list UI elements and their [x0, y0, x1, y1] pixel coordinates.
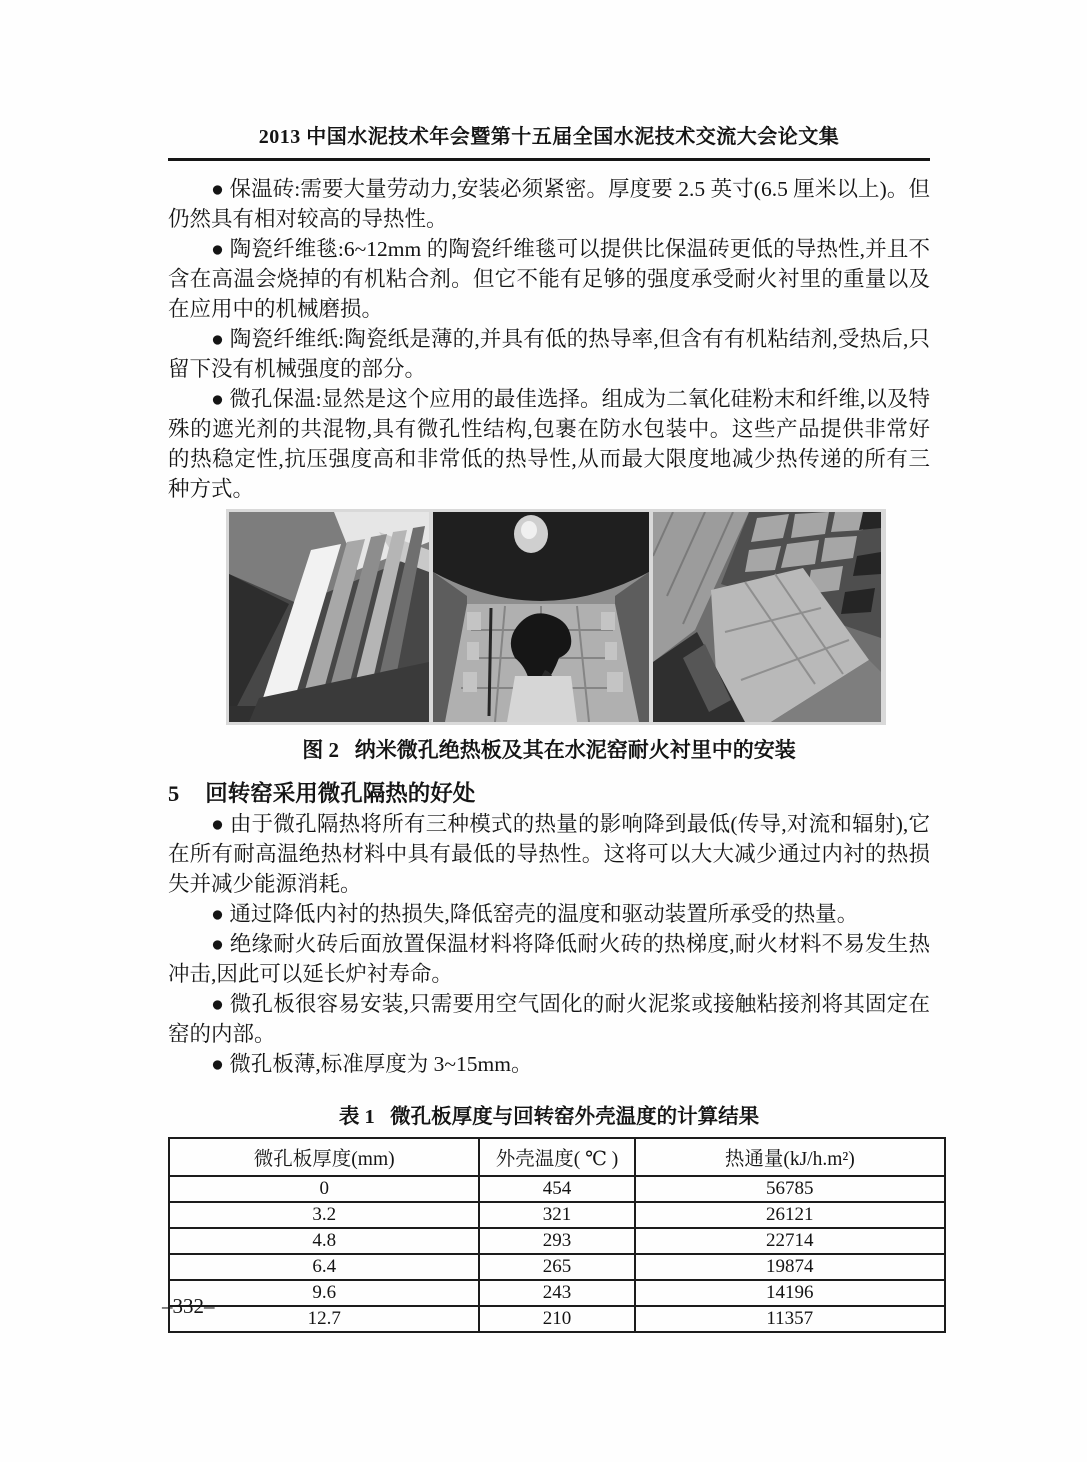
section-heading	[168, 779, 930, 809]
body-text	[168, 174, 930, 504]
table-row	[169, 1254, 945, 1280]
section-bullet: ● 绝缘耐火砖后面放置保温材料将降低耐火砖的热梯度,耐火材料不易发生热冲击,因此可以延长炉衬寿命。	[168, 932, 930, 986]
section-bullet: ● 通过降低内衬的热损失,降低窑壳的温度和驱动装置所承受的热量。	[211, 902, 859, 926]
table-cell: 454	[479, 1176, 634, 1202]
table-cell: 11357	[635, 1306, 945, 1332]
page-content	[168, 120, 930, 1333]
body-paragraph: ● 保温砖:需要大量劳动力,安装必须紧密。厚度要 2.5 英寸(6.5 厘米以上)。但仍然具有相对较高的导热性。	[168, 177, 930, 231]
running-header: 2013 中国水泥技术年会暨第十五届全国水泥技术交流大会论文集	[258, 126, 840, 148]
table-cell: 56785	[635, 1176, 945, 1202]
section-bullet: ● 微孔板薄,标准厚度为 3~15mm。	[211, 1052, 533, 1076]
results-table	[168, 1137, 946, 1333]
table-cell: 265	[479, 1254, 634, 1280]
table-cell: 22714	[635, 1228, 945, 1254]
body-paragraph: ● 陶瓷纤维毯:6~12mm 的陶瓷纤维毯可以提供比保温砖更低的导热性,并且不含在高温会烧掉的有机粘合剂。但它不能有足够的强度承受耐火衬里的重量以及在应用中的机械磨损。	[168, 237, 930, 321]
table-row	[169, 1228, 945, 1254]
table-title: 表 1 微孔板厚度与回转窑外壳温度的计算结果	[338, 1106, 760, 1128]
table-cell: 3.2	[169, 1202, 479, 1228]
table-cell: 243	[479, 1280, 634, 1306]
table-cell: 210	[479, 1306, 634, 1332]
page-number: –332–	[162, 1294, 215, 1318]
table-header-cell: 外壳温度( ℃ )	[479, 1138, 634, 1176]
section-bullet: ● 微孔板很容易安装,只需要用空气固化的耐火泥浆或接触粘接剂将其固定在窑的内部。	[168, 992, 930, 1046]
table-cell: 14196	[635, 1280, 945, 1306]
table-cell: 321	[479, 1202, 634, 1228]
figure-photo-kiln-install	[433, 512, 649, 722]
table-header-cell: 微孔板厚度(mm)	[169, 1138, 479, 1176]
table-header-cell: 热通量(kJ/h.m²)	[635, 1138, 945, 1176]
table-cell: 9.6	[169, 1280, 479, 1306]
table-row	[169, 1202, 945, 1228]
table-header-row	[169, 1138, 945, 1176]
section-number: 5	[168, 781, 180, 806]
figure-2	[226, 509, 886, 725]
table-row	[169, 1176, 945, 1202]
header-rule	[168, 158, 930, 161]
section-bullets	[168, 809, 930, 1079]
section-bullet: ● 由于微孔隔热将所有三种模式的热量的影响降到最低(传导,对流和辐射),它在所有耐高温绝热材料中具有最低的导热性。这将可以大大减少通过内衬的热损失并减少能源消耗。	[168, 812, 930, 896]
table-cell: 293	[479, 1228, 634, 1254]
table-cell: 19874	[635, 1254, 945, 1280]
table-cell: 4.8	[169, 1228, 479, 1254]
section-title: 回转窑采用微孔隔热的好处	[205, 781, 476, 806]
table-cell: 0	[169, 1176, 479, 1202]
figure-photo-boards	[229, 512, 429, 722]
body-paragraph: ● 微孔保温:显然是这个应用的最佳选择。组成为二氧化硅粉末和纤维,以及特殊的遮光剂的共混物,具有微孔性结构,包裹在防水包装中。这些产品提供非常好的热稳定性,抗压强度高和非常低的热导性,从而最大限度地减少热传递的所有三种方式。	[168, 387, 930, 501]
table-cell: 12.7	[169, 1306, 479, 1332]
body-paragraph: ● 陶瓷纤维纸:陶瓷纸是薄的,并具有低的热导率,但含有有机粘结剂,受热后,只留下没有机械强度的部分。	[168, 327, 930, 381]
figure-photo-brick-lining	[653, 512, 881, 722]
figure-caption: 图 2 纳米微孔绝热板及其在水泥窑耐火衬里中的安装	[302, 738, 796, 762]
table-cell: 26121	[635, 1202, 945, 1228]
table-row	[169, 1280, 945, 1306]
table-cell: 6.4	[169, 1254, 479, 1280]
table-row	[169, 1306, 945, 1332]
